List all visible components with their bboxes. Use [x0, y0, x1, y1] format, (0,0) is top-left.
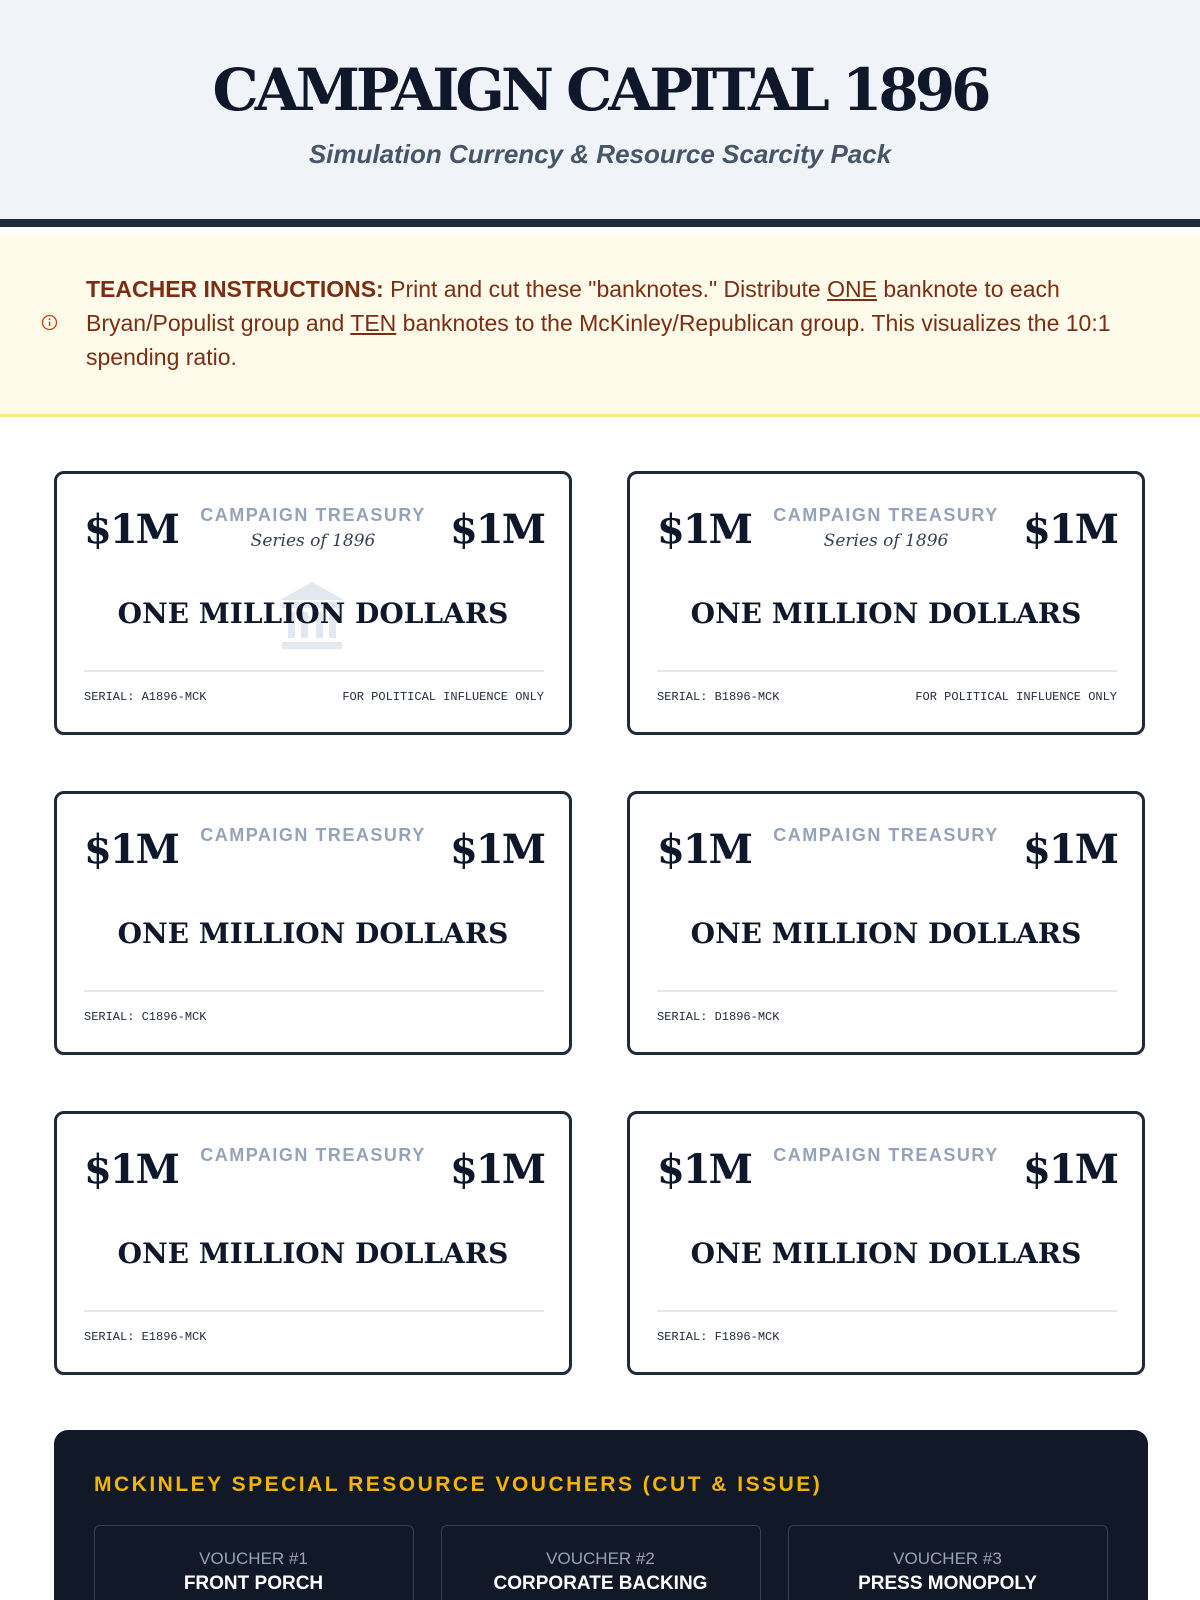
banknote	[627, 1111, 1145, 1375]
divider	[84, 990, 544, 992]
instructions-text-part: Print and cut these "banknotes." Distribute	[383, 276, 828, 302]
voucher-card	[94, 1525, 414, 1600]
voucher-name: CORPORATE BACKING	[493, 1573, 708, 1594]
banknote	[54, 471, 572, 735]
serial-number: SERIAL: E1896-MCK	[84, 1330, 207, 1344]
page-title: CAMPAIGN CAPITAL 1896	[212, 56, 988, 124]
instructions-text	[86, 272, 1166, 374]
serial-number: SERIAL: A1896-MCK	[84, 690, 207, 704]
banknote	[627, 471, 1145, 735]
treasury-label: CAMPAIGN TREASURY	[200, 825, 426, 845]
voucher-card	[788, 1525, 1108, 1600]
denomination-right: $1M	[450, 1146, 544, 1193]
denomination-left: $1M	[84, 826, 178, 873]
serial-number: SERIAL: C1896-MCK	[84, 1010, 207, 1024]
treasury-label: CAMPAIGN TREASURY	[200, 1145, 426, 1165]
banknote	[54, 791, 572, 1055]
treasury-label: CAMPAIGN TREASURY	[773, 825, 999, 845]
vouchers-section	[54, 1430, 1148, 1600]
instructions-text-part: banknotes to the McKinley/Republican group. This visualizes the 10:1 spending ratio.	[86, 310, 1111, 370]
instructions-text-part: banknote to each Bryan/Populist group and	[86, 276, 1060, 336]
page-subtitle: Simulation Currency & Resource Scarcity Pack	[308, 139, 892, 169]
amount-text: ONE MILLION DOLLARS	[690, 917, 1082, 950]
divider	[84, 670, 544, 672]
voucher-name: PRESS MONOPOLY	[858, 1573, 1037, 1594]
denomination-left: $1M	[657, 506, 751, 553]
voucher-number: VOUCHER #3	[893, 1549, 1002, 1568]
voucher-card	[441, 1525, 761, 1600]
voucher-name: FRONT PORCH	[183, 1573, 324, 1594]
denomination-left: $1M	[657, 1146, 751, 1193]
denomination-right: $1M	[1023, 506, 1117, 553]
treasury-label: CAMPAIGN TREASURY	[200, 505, 426, 525]
page-header	[0, 0, 1200, 227]
instructions-label: TEACHER INSTRUCTIONS:	[86, 276, 384, 302]
purpose-label: FOR POLITICAL INFLUENCE ONLY	[915, 690, 1117, 704]
denomination-left: $1M	[84, 1146, 178, 1193]
amount-text: ONE MILLION DOLLARS	[117, 1237, 509, 1270]
vouchers-title: MCKINLEY SPECIAL RESOURCE VOUCHERS (CUT & ISSUE)	[94, 1473, 823, 1496]
divider	[657, 670, 1117, 672]
info-icon	[41, 314, 58, 331]
serial-number: SERIAL: B1896-MCK	[657, 690, 780, 704]
treasury-label: CAMPAIGN TREASURY	[773, 1145, 999, 1165]
series-label: Series of 1896	[250, 531, 376, 551]
amount-text: ONE MILLION DOLLARS	[690, 597, 1082, 630]
divider	[657, 990, 1117, 992]
voucher-number: VOUCHER #2	[546, 1549, 655, 1568]
divider	[84, 1310, 544, 1312]
instructions-emphasis-ten: TEN	[350, 310, 397, 336]
denomination-right: $1M	[450, 506, 544, 553]
treasury-label: CAMPAIGN TREASURY	[773, 505, 999, 525]
amount-text: ONE MILLION DOLLARS	[690, 1237, 1082, 1270]
banknote	[54, 1111, 572, 1375]
series-label: Series of 1896	[823, 531, 949, 551]
denomination-right: $1M	[450, 826, 544, 873]
denomination-left: $1M	[84, 506, 178, 553]
serial-number: SERIAL: D1896-MCK	[657, 1010, 780, 1024]
banknote	[627, 791, 1145, 1055]
amount-text: ONE MILLION DOLLARS	[117, 917, 509, 950]
denomination-left: $1M	[657, 826, 751, 873]
serial-number: SERIAL: F1896-MCK	[657, 1330, 780, 1344]
divider	[657, 1310, 1117, 1312]
denomination-right: $1M	[1023, 1146, 1117, 1193]
amount-text: ONE MILLION DOLLARS	[117, 597, 509, 630]
instructions-emphasis-one: ONE	[827, 276, 877, 302]
purpose-label: FOR POLITICAL INFLUENCE ONLY	[342, 690, 544, 704]
voucher-number: VOUCHER #1	[199, 1549, 308, 1568]
denomination-right: $1M	[1023, 826, 1117, 873]
